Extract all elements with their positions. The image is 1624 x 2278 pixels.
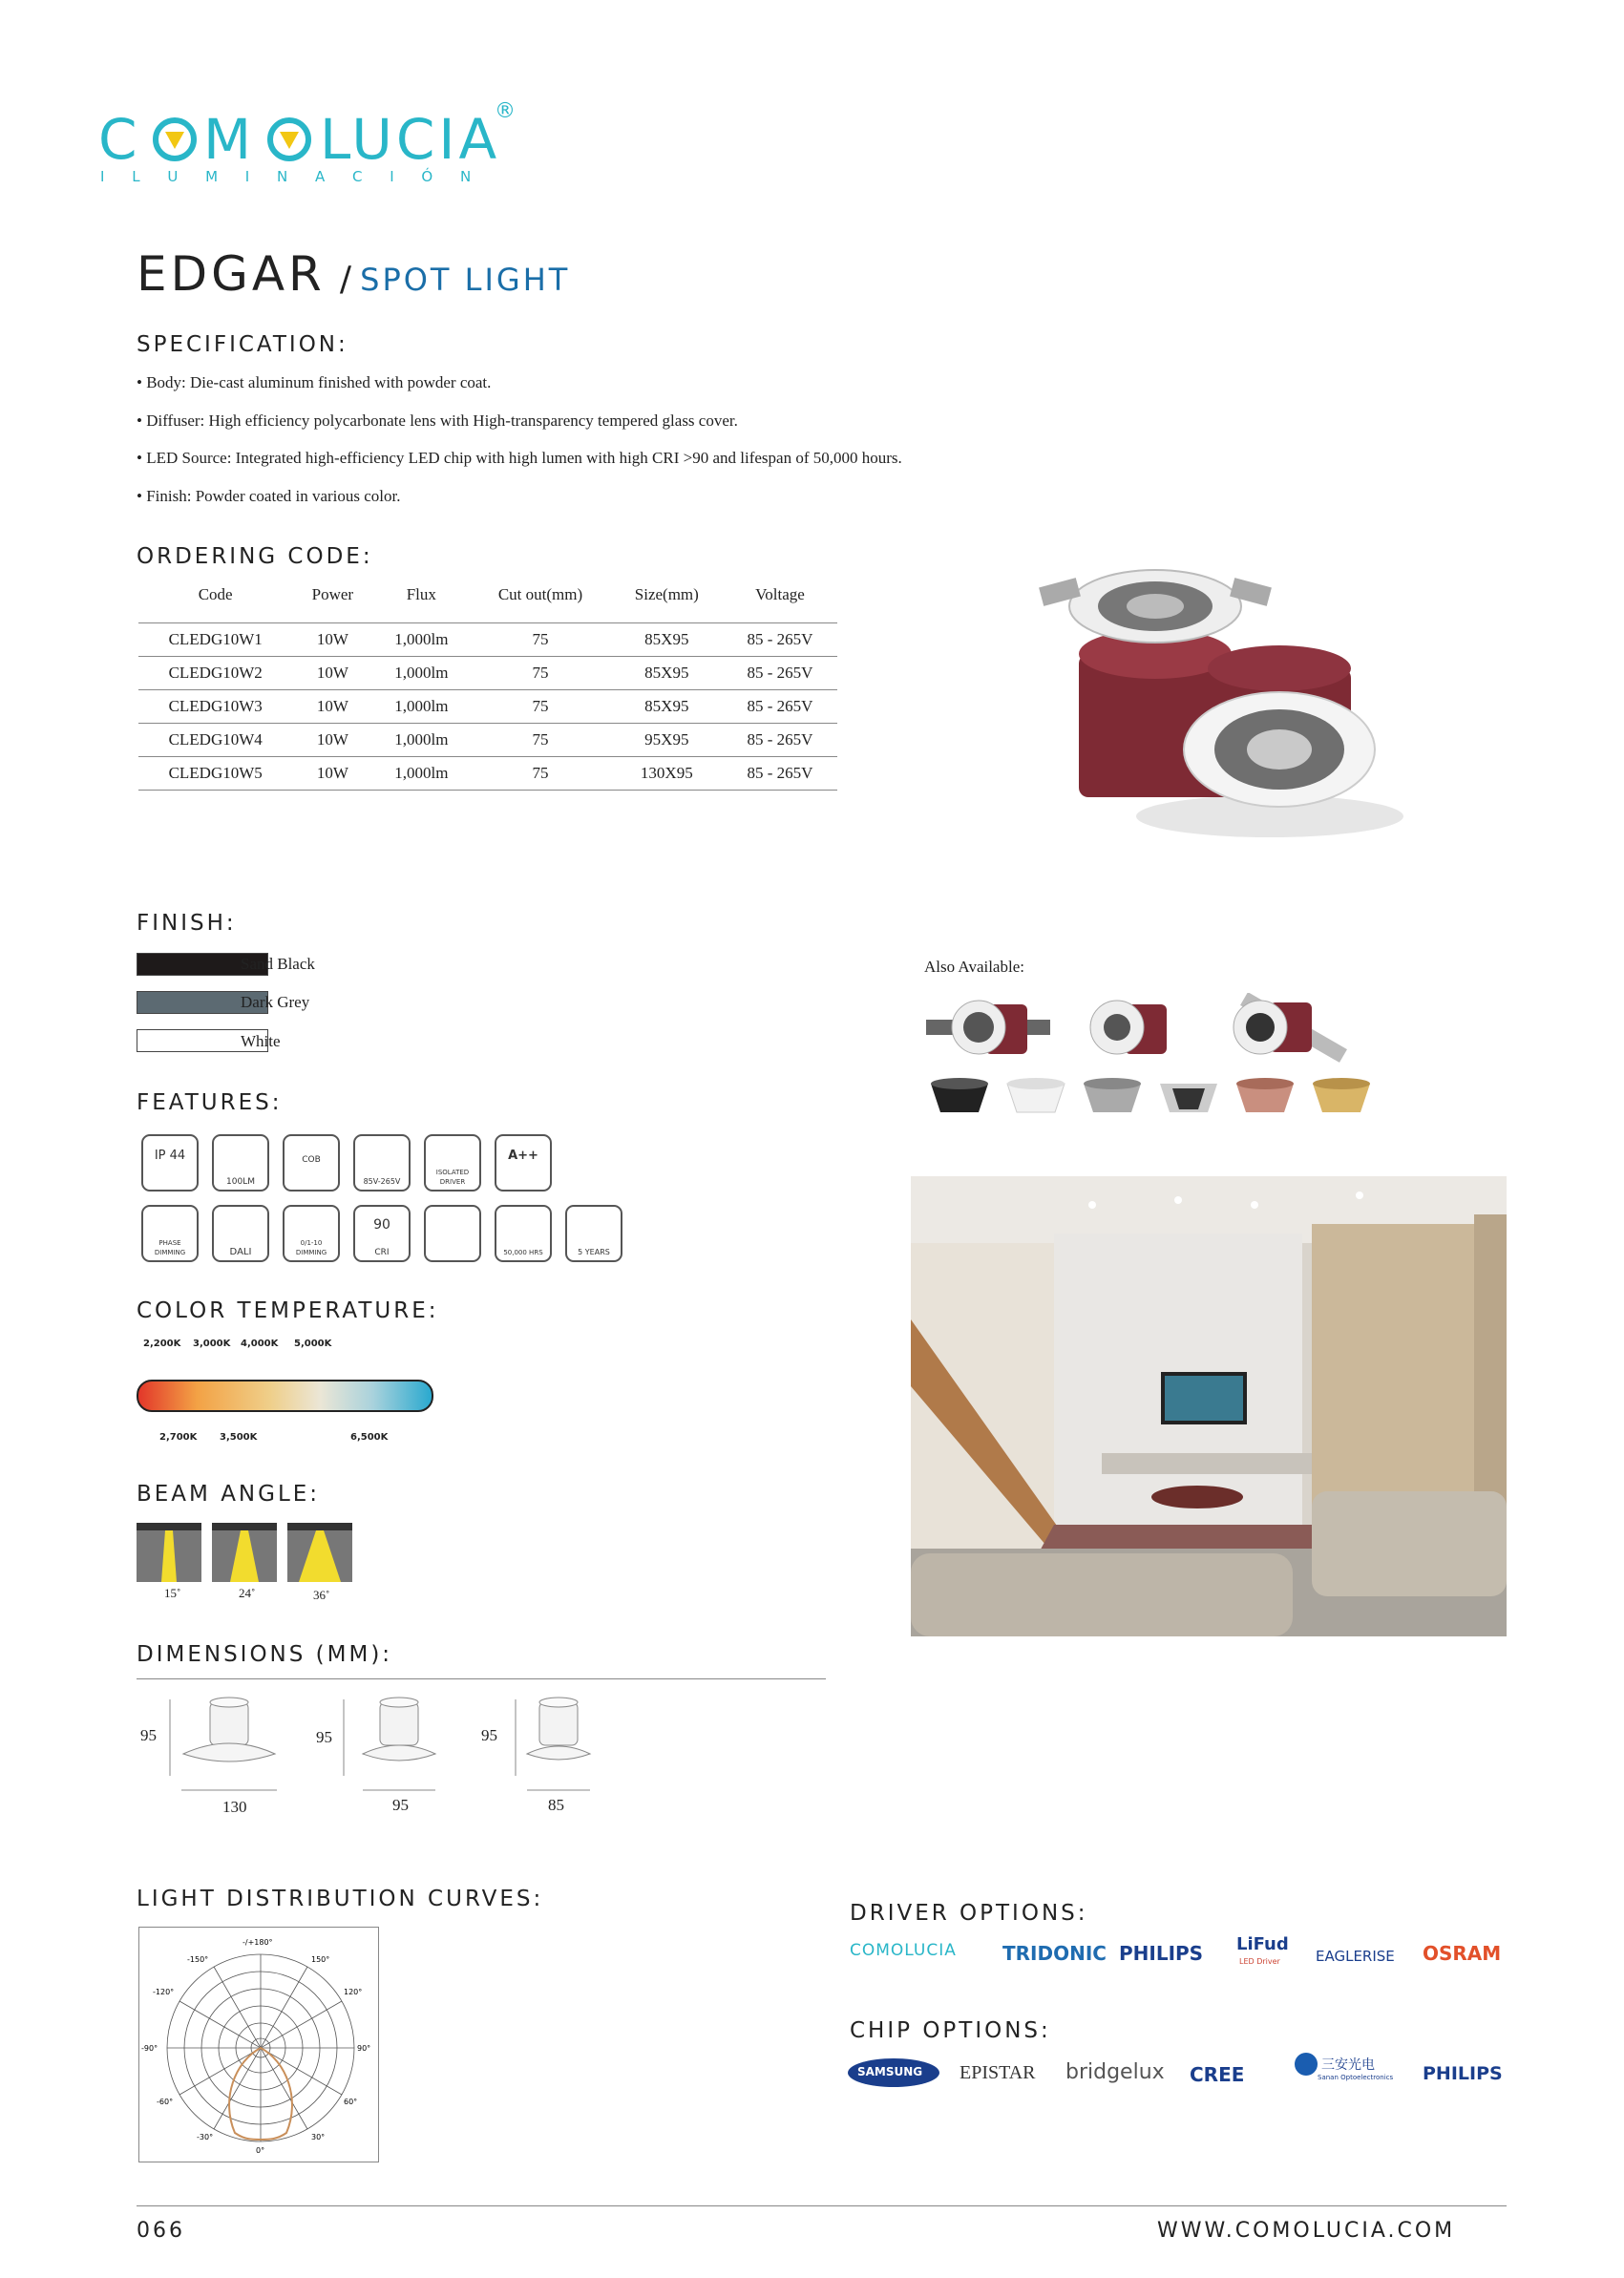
- table-cell: 10W: [292, 690, 372, 724]
- finish-heading: FINISH:: [137, 911, 237, 936]
- voltage-icon: [353, 1134, 411, 1192]
- cct-label-top: 4,000K: [241, 1339, 279, 1349]
- dimension-height: 95: [140, 1726, 157, 1744]
- downlight-illustration: [1031, 563, 1413, 850]
- dimension-width: 85: [548, 1796, 564, 1814]
- brand-logo: [98, 99, 518, 189]
- feature-label: 5 YEARS: [578, 1248, 610, 1256]
- spec-item: • Finish: Powder coated in various color.: [137, 487, 401, 505]
- dimension-width: 95: [392, 1796, 409, 1814]
- feature-label: A++: [508, 1149, 538, 1163]
- chip-logo-sanan: 三安光电: [1321, 2057, 1375, 2073]
- dimming-010-icon: [283, 1205, 340, 1262]
- table-cell: 10W: [292, 657, 372, 690]
- table-cell: 85 - 265V: [723, 657, 837, 690]
- table-cell: 85 - 265V: [723, 724, 837, 757]
- svg-text:M: M: [203, 107, 256, 172]
- table-cell: 75: [470, 623, 610, 657]
- table-cell: 10W: [292, 623, 372, 657]
- polar-label: 120°: [344, 1988, 363, 1996]
- svg-text:LUCIA: LUCIA: [320, 107, 501, 172]
- table-header-row: [138, 584, 837, 623]
- column-header: Size(mm): [611, 584, 723, 623]
- table-cell: 75: [470, 657, 610, 690]
- polar-label: 60°: [344, 2098, 358, 2106]
- table-cell: 75: [470, 690, 610, 724]
- table-cell: 75: [470, 724, 610, 757]
- table-row: [138, 623, 837, 657]
- ordering-table: [138, 584, 837, 791]
- product-name: EDGAR: [137, 246, 326, 302]
- room-photo: [911, 1176, 1507, 1636]
- cct-label-bottom: 6,500K: [350, 1432, 389, 1443]
- table-cell: 1,000lm: [372, 757, 470, 791]
- table-cell: CLEDG10W1: [138, 623, 292, 657]
- product-photo: [1031, 563, 1413, 850]
- driver-logo-osram: OSRAM: [1423, 1942, 1502, 1965]
- polar-label: -120°: [153, 1988, 175, 1996]
- driver-logo-eaglerise: EAGLERISE: [1316, 1948, 1395, 1965]
- interior-illustration: [911, 1176, 1507, 1636]
- dimension-height: 95: [481, 1726, 497, 1744]
- specification-heading: SPECIFICATION:: [137, 332, 348, 357]
- lifespan-icon: [495, 1205, 552, 1262]
- polar-label: -90°: [141, 2044, 158, 2053]
- spec-item: • Body: Die-cast aluminum finished with powder coat.: [137, 373, 492, 391]
- chip-logo-samsung-text: SAMSUNG: [857, 2065, 923, 2078]
- column-header: Code: [138, 584, 292, 623]
- table-cell: 75: [470, 757, 610, 791]
- feature-label: CRI: [374, 1248, 390, 1257]
- feature-label: 90: [373, 1217, 390, 1233]
- driver-options-heading: DRIVER OPTIONS:: [850, 1901, 1088, 1926]
- table-cell: 85X95: [611, 623, 723, 657]
- table-cell: 85X95: [611, 690, 723, 724]
- light-distribution-heading: LIGHT DISTRIBUTION CURVES:: [137, 1887, 544, 1911]
- isolated-driver-icon: [424, 1134, 481, 1192]
- beam-angle-label: 15˚: [164, 1586, 181, 1600]
- table-cell: CLEDG10W3: [138, 690, 292, 724]
- driver-logo-lifud: LiFud: [1236, 1934, 1289, 1954]
- also-available-label: Also Available:: [924, 958, 1024, 976]
- column-header: Cut out(mm): [470, 584, 610, 623]
- product-type: SPOT LIGHT: [360, 262, 571, 298]
- table-cell: 10W: [292, 724, 372, 757]
- energy-class-icon: [495, 1134, 552, 1192]
- feature-label: 85V-265V: [363, 1177, 401, 1186]
- variant-images: [926, 993, 1403, 1127]
- feature-label: ISOLATED DRIVER: [435, 1169, 470, 1186]
- table-cell: 130X95: [611, 757, 723, 791]
- chip-logo-epistar: EPISTAR: [960, 2062, 1036, 2083]
- table-cell: CLEDG10W5: [138, 757, 292, 791]
- home-icon: [424, 1205, 481, 1262]
- feature-label: 0/1-10 DIMMING: [295, 1239, 327, 1256]
- polar-label: 90°: [357, 2044, 371, 2053]
- cct-gradient-bar: [137, 1380, 433, 1412]
- table-cell: 1,000lm: [372, 623, 470, 657]
- registered-mark: ®: [495, 99, 516, 123]
- beam-diagrams: [137, 1523, 366, 1590]
- website-link[interactable]: WWW.COMOLUCIA.COM: [1157, 2219, 1456, 2243]
- chip-logo-philips: PHILIPS: [1423, 2063, 1503, 2084]
- beam-angle-heading: BEAM ANGLE:: [137, 1482, 321, 1507]
- logo-text: C: [98, 107, 141, 172]
- variants-illustration: [926, 993, 1403, 1127]
- chip-options-heading: CHIP OPTIONS:: [850, 2018, 1051, 2043]
- column-header: Power: [292, 584, 372, 623]
- dimensions-heading: DIMENSIONS (MM):: [137, 1642, 393, 1667]
- dimension-illustration: [162, 1695, 611, 1800]
- driver-logo-philips: PHILIPS: [1119, 1942, 1204, 1965]
- cct-label-bottom: 2,700K: [159, 1432, 198, 1443]
- dimension-drawings: [162, 1695, 611, 1800]
- ordering-heading: ORDERING CODE:: [137, 544, 373, 569]
- cri-icon: [353, 1205, 411, 1262]
- finish-label: Sand Black: [241, 955, 315, 973]
- dali-icon: [212, 1205, 269, 1262]
- page-number: 066: [137, 2219, 185, 2243]
- polar-label: 30°: [311, 2133, 326, 2141]
- table-row: [138, 690, 837, 724]
- lumen-icon: [212, 1134, 269, 1192]
- table-cell: 10W: [292, 757, 372, 791]
- driver-logo-tridonic: TRIDONIC: [1002, 1942, 1107, 1965]
- dimension-width: 130: [222, 1798, 247, 1816]
- feature-label: PHASE DIMMING: [154, 1239, 186, 1256]
- column-header: Voltage: [723, 584, 837, 623]
- polar-label: -30°: [197, 2133, 214, 2141]
- feature-label: COB: [302, 1155, 321, 1165]
- polar-label: -150°: [187, 1955, 209, 1964]
- beam-angle-label: 36˚: [313, 1588, 330, 1602]
- brand-tagline: I L U M I N A C I Ó N: [100, 168, 483, 185]
- driver-logo-comolucia: COMOLUCIA: [850, 1941, 957, 1960]
- chip-logo-cree: CREE: [1190, 2063, 1245, 2086]
- table-cell: 1,000lm: [372, 690, 470, 724]
- table-cell: 1,000lm: [372, 724, 470, 757]
- beam-angle-label: 24˚: [239, 1586, 256, 1600]
- title-separator: /: [339, 260, 352, 299]
- cct-label-top: 2,200K: [143, 1339, 181, 1349]
- phase-dimming-icon: [141, 1205, 199, 1262]
- feature-label: 50,000 HRS: [503, 1249, 543, 1256]
- feature-label: IP 44: [154, 1149, 186, 1163]
- sanan-logo-icon: [1295, 2053, 1318, 2076]
- polar-label: -60°: [157, 2098, 174, 2106]
- table-cell: 85 - 265V: [723, 757, 837, 791]
- finish-label: White: [241, 1032, 281, 1050]
- table-cell: CLEDG10W2: [138, 657, 292, 690]
- polar-label: 150°: [311, 1955, 330, 1964]
- features-heading: FEATURES:: [137, 1090, 283, 1115]
- feature-label: 100LM: [226, 1177, 255, 1187]
- table-cell: 85 - 265V: [723, 690, 837, 724]
- polar-label: 0°: [256, 2146, 265, 2155]
- cct-label-top: 5,000K: [294, 1339, 332, 1349]
- product-title: [137, 246, 570, 302]
- chip-logo-bridgelux: bridgelux: [1065, 2060, 1165, 2084]
- table-cell: CLEDG10W4: [138, 724, 292, 757]
- beam-illustration: [137, 1523, 366, 1590]
- sanan-subtitle: Sanan Optoelectronics: [1318, 2074, 1394, 2081]
- footer-divider: [137, 2205, 1507, 2206]
- divider: [137, 1678, 826, 1679]
- table-cell: 1,000lm: [372, 657, 470, 690]
- cct-label-bottom: 3,500K: [220, 1432, 258, 1443]
- polar-label: -/+180°: [243, 1938, 273, 1947]
- cct-label-top: 3,000K: [193, 1339, 231, 1349]
- spec-item: • Diffuser: High efficiency polycarbonate lens with High-transparency tempered glass cover.: [137, 411, 738, 430]
- table-row: [138, 657, 837, 690]
- table-row: [138, 724, 837, 757]
- table-cell: 95X95: [611, 724, 723, 757]
- table-row: [138, 757, 837, 791]
- table-cell: 85X95: [611, 657, 723, 690]
- ip44-icon: [141, 1134, 199, 1192]
- feature-label: DALI: [229, 1247, 252, 1257]
- table-cell: 85 - 265V: [723, 623, 837, 657]
- spec-item: • LED Source: Integrated high-efficiency LED chip with high lumen with high CRI >90 and lifespan of 50,000 hours.: [137, 449, 902, 467]
- cob-chip-icon: [283, 1134, 340, 1192]
- lifud-subtitle: LED Driver: [1239, 1957, 1280, 1966]
- column-header: Flux: [372, 584, 470, 623]
- polar-chart: [138, 1927, 379, 2162]
- polar-diagram: [139, 1928, 378, 2162]
- finish-label: Dark Grey: [241, 993, 310, 1011]
- dimension-height: 95: [316, 1728, 332, 1746]
- color-temperature-heading: COLOR TEMPERATURE:: [137, 1298, 439, 1323]
- warranty-icon: [565, 1205, 622, 1262]
